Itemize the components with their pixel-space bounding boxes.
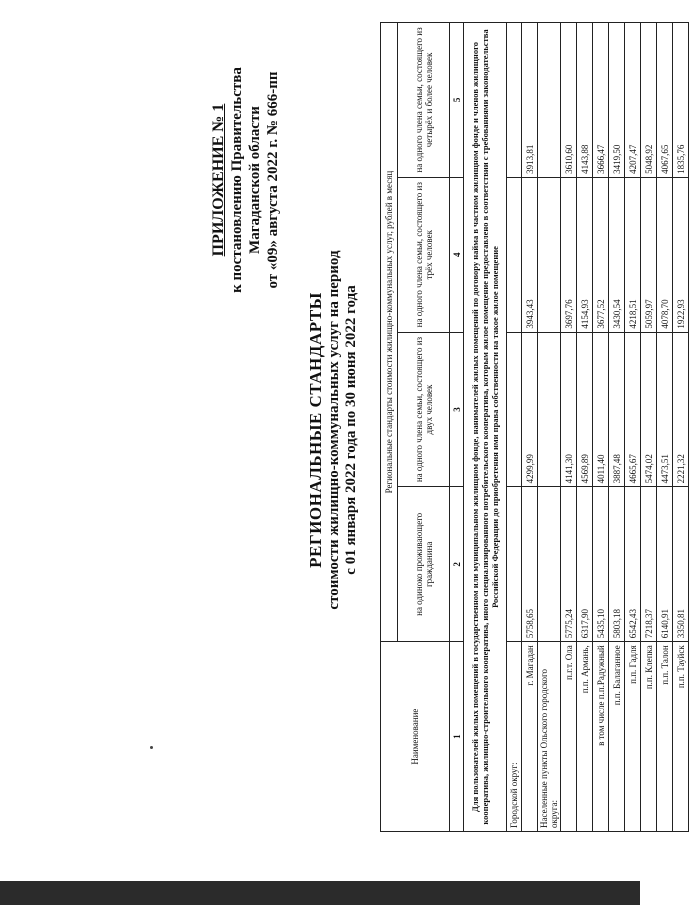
header-name: Наименование	[381, 642, 450, 832]
title-sub-1: стоимости жилищно-коммунальных услуг на период	[326, 250, 342, 610]
row-name: п.п. Балаганное	[609, 642, 625, 832]
row-value: 3677,52	[593, 177, 609, 332]
table-row	[625, 23, 641, 832]
row-value: 4473,51	[657, 332, 673, 487]
row-name: п.п. Талон	[657, 642, 673, 832]
scan-speck	[150, 746, 153, 749]
table-row	[609, 23, 625, 832]
table-row	[561, 23, 577, 832]
header-three: на одного члена семьи, состоящего из трёх человек	[398, 177, 450, 332]
group-label: Городской округ:	[507, 642, 522, 832]
row-value: 7218,37	[641, 487, 657, 642]
appendix-line-2: к постановлению Правительства	[229, 67, 245, 293]
row-value: 3350,81	[673, 487, 689, 642]
column-numbers-row	[450, 23, 464, 832]
table-row	[673, 23, 689, 832]
row-value: 3419,50	[609, 23, 625, 178]
description-text: Для пользователей жилых помещений в государственном или муниципальном жилищном фонде, нанимателей жилых помещений по договору найма в частном жилищном фонде и членов жилищного кооператива, жилищно-строительного кооператива, иного специализированного потребительского кооператива, которым жилое помещение предоставлено в соответствии с требованиями законодательства Российской Федерации до приобретения ими права собственности на такое жилое помещение	[464, 23, 507, 832]
table-row	[593, 23, 609, 832]
row-value: 1835,76	[673, 23, 689, 178]
row-name: п.п. Тауйск	[673, 642, 689, 832]
row-value: 5758,65	[522, 487, 538, 642]
row-value: 3913,81	[522, 23, 538, 178]
col-number: 3	[450, 332, 464, 487]
row-name: п.г.т. Ола	[561, 642, 577, 832]
row-value: 5803,18	[609, 487, 625, 642]
col-number: 4	[450, 177, 464, 332]
standards-table	[380, 22, 689, 832]
header-four: на одного члена семьи, состоящего из четырёх и более человек	[398, 23, 450, 178]
header-merged: Региональные стандарты стоимости жилищно-коммунальных услуг, рублей в месяц	[381, 23, 398, 642]
row-value: 1922,93	[673, 177, 689, 332]
table-row	[522, 23, 538, 832]
table-row	[577, 23, 593, 832]
row-value: 6140,91	[657, 487, 673, 642]
row-value: 3887,48	[609, 332, 625, 487]
row-value: 5435,10	[593, 487, 609, 642]
col-number: 1	[450, 642, 464, 832]
row-value: 3430,54	[609, 177, 625, 332]
document-title	[306, 0, 360, 860]
appendix-line-4: от «09» августа 2022 г. № 666-пп	[265, 71, 281, 289]
row-value: 4078,70	[657, 177, 673, 332]
row-name: г. Магадан	[522, 642, 538, 832]
rotated-document	[210, 0, 686, 860]
row-value: 3943,43	[522, 177, 538, 332]
appendix-number: ПРИЛОЖЕНИЕ № 1	[210, 103, 227, 257]
row-value: 3666,47	[593, 23, 609, 178]
row-value: 2221,32	[673, 332, 689, 487]
row-value: 4143,88	[577, 23, 593, 178]
row-value: 5059,97	[641, 177, 657, 332]
row-name: п.п. Клепка	[641, 642, 657, 832]
row-value: 4569,89	[577, 332, 593, 487]
row-value: 4299,99	[522, 332, 538, 487]
group-label: Населенные пункты Ольского городского округа:	[538, 642, 561, 832]
row-value: 4218,51	[625, 177, 641, 332]
header-two: на одного члена семьи, состоящего из двух человек	[398, 332, 450, 487]
group-row	[507, 23, 522, 832]
row-value: 5775,24	[561, 487, 577, 642]
row-name: в том числе п.п.Радужный	[593, 642, 609, 832]
row-value: 6542,43	[625, 487, 641, 642]
col-number: 5	[450, 23, 464, 178]
row-value: 4067,65	[657, 23, 673, 178]
row-value: 3697,76	[561, 177, 577, 332]
table-row	[657, 23, 673, 832]
row-value: 4011,40	[593, 332, 609, 487]
scan-bottom-edge	[0, 881, 640, 905]
header-single: на одиноко проживающего гражданина	[398, 487, 450, 642]
row-value: 4207,47	[625, 23, 641, 178]
appendix-line-3: Магаданской области	[247, 106, 263, 254]
description-row	[464, 23, 507, 832]
row-name: п.п. Армань,	[577, 642, 593, 832]
row-value: 3610,60	[561, 23, 577, 178]
table-row	[641, 23, 657, 832]
row-value: 4154,93	[577, 177, 593, 332]
row-value: 5048,92	[641, 23, 657, 178]
title-sub-2: с 01 января 2022 года по 30 июня 2022 года	[343, 285, 359, 575]
appendix-header	[210, 20, 282, 340]
group-row	[538, 23, 561, 832]
row-value: 6317,90	[577, 487, 593, 642]
col-number: 2	[450, 487, 464, 642]
title-main: РЕГИОНАЛЬНЫЕ СТАНДАРТЫ	[306, 292, 325, 568]
row-name: п.п. Гадля	[625, 642, 641, 832]
row-value: 5474,02	[641, 332, 657, 487]
row-value: 4665,67	[625, 332, 641, 487]
row-value: 4141,30	[561, 332, 577, 487]
